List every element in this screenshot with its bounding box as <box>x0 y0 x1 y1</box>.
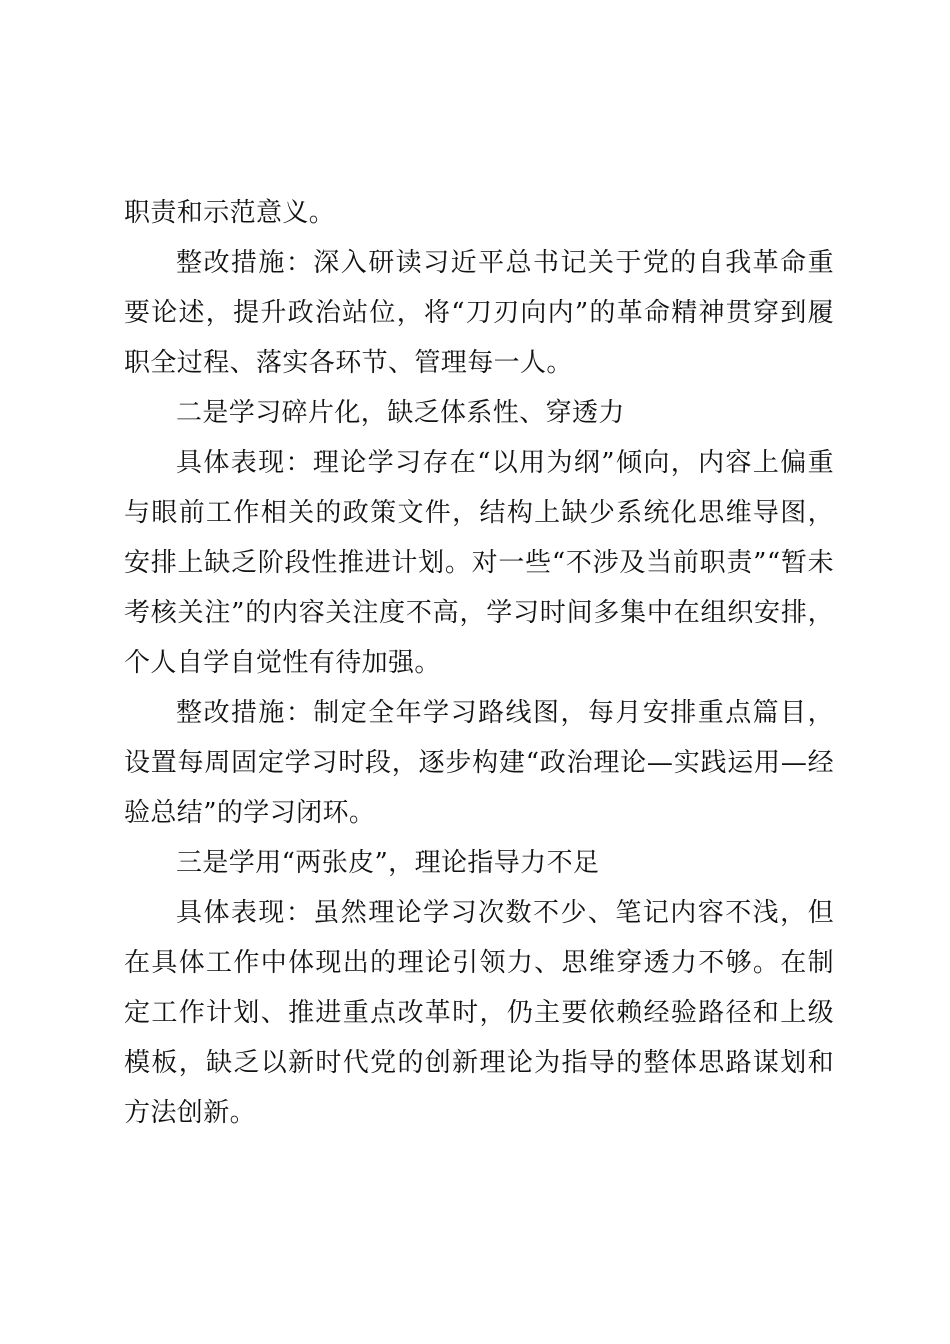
paragraph-specific-manifestation-3: 具体表现：虽然理论学习次数不少、笔记内容不浅，但在具体工作中体现出的理论引领力、思维穿透力不够。在制定工作计划、推进重点改革时，仍主要依赖经验路径和上级模板，缺乏以新时代党的创新理论为指导的整体思路谋划和方法创新。 <box>124 898 834 1128</box>
paragraph-heading-item-3: 三是学用“两张皮”，理论指导力不足 <box>176 848 600 878</box>
paragraph-rectification-measures-2: 整改措施：制定全年学习路线图，每月安排重点篇目，设置每周固定学习时段，逐步构建“政治理论—实践运用—经验总结”的学习闭环。 <box>124 698 834 828</box>
paragraph-heading-item-2: 二是学习碎片化，缺乏体系性、穿透力 <box>176 398 625 428</box>
document-body <box>124 188 834 1138</box>
paragraph-continuation: 职责和示范意义。 <box>124 198 336 228</box>
paragraph-specific-manifestation-2: 具体表现：理论学习存在“以用为纲”倾向，内容上偏重与眼前工作相关的政策文件，结构上缺少系统化思维导图，安排上缺乏阶段性推进计划。对一些“不涉及当前职责”“暂未考核关注”的内容关注度不高，学习时间多集中在组织安排，个人自学自觉性有待加强。 <box>124 448 834 678</box>
paragraph-rectification-measures-1: 整改措施：深入研读习近平总书记关于党的自我革命重要论述，提升政治站位，将“刀刃向内”的革命精神贯穿到履职全过程、落实各环节、管理每一人。 <box>124 248 834 378</box>
